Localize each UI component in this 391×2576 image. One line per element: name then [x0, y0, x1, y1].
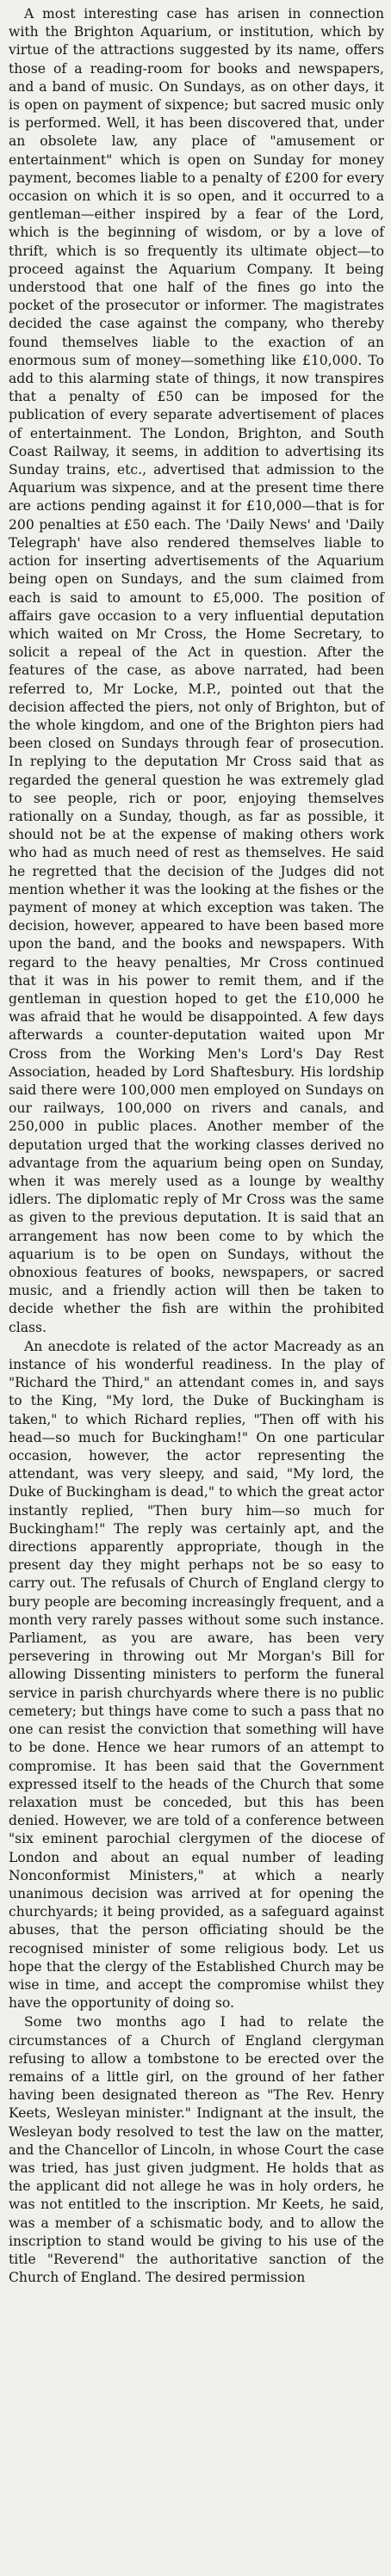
paragraph-brighton-aquarium: A most interesting case has arisen in connection with the Brighton Aquarium, or institution, which by virtue of the attractions suggested by its name, offers those of a reading-room for books and newspapers, and a band of music. On Sundays, as on other days, it is open on payment of sixpence; but sacred music only is performed. Well, it has been discovered that, under an obsolete law, any place of "amusement or entertainment" which is open on Sunday for money payment, becomes liable to a penalty of £200 for every occasion on which it is so open, and it occurred to a gentleman—either inspired by a fear of the Lord, which is the beginning of wisdom, or by a love of thrift, which is so frequently its ultimate object—to proceed against the Aquarium Company. It being understood that one half of the fines go into the pocket of the prosecutor or informer. The magistrates decided the case against the company, who thereby found themselves liable to the exaction of an enormous sum of money—something like £10,000. To add to this alarming state of things, it now transpires that a penalty of £50 can be imposed for the publication of every separate advertisement of places of entertainment. The London, Brighton, and South Coast Railway, it seems, in addition to advertising its Sunday trains, etc., advertised that admission to the Aquarium was sixpence, and at the present time there are actions pending against it for £10,000—that is for 200 penalties at £50 each. The 'Daily News' and 'Daily Telegraph' have also rendered themselves liable to action for inserting advertisements of the Aquarium being open on Sundays, and the sum claimed from each is said to amount to £5,000. The position of affairs gave occasion to a very influential deputation which waited on Mr Cross, the Home Secretary, to solicit a repeal of the Act in question. After the features of the case, as above narrated, had been referred to, Mr Locke, M.P., pointed out that the decision affected the piers, not only of Brighton, but of the whole kingdom, and one of the Brighton piers had been closed on Sundays through fear of prosecution. In replying to the deputation Mr Cross said that as regarded the general question he was extremely glad to see people, rich or poor, enjoying themselves rationally on a Sunday, though, as far as possible, it should not be at the expense of making others work who had as much need of rest as themselves. He said he regretted that the decision of the Judges did not mention whether it was the looking at the fishes or the payment of money at which exception was taken. The decision, however, appeared to have been based more upon the band, and the books and newspapers. With regard to the heavy penalties, Mr Cross continued that it was in his power to remit them, and if the gentleman in question hoped to get the £10,000 he was afraid that he would be disappointed. A few days afterwards a counter-deputation waited upon Mr Cross from the Working Men's Lord's Day Rest Association, headed by Lord Shaftesbury. His lordship said there were 100,000 men employed on Sundays on our railways, 100,000 on rivers and canals, and 250,000 in public places. Another member of the deputation urged that the working classes derived no advantage from the aquarium being open on Sunday, when it was merely used as a lounge by wealthy idlers. The diplomatic reply of Mr Cross was the same as given to the previous deputation. It is said that an arrangement has now been come to by which the aquarium is to be open on Sundays, without the obnoxious features of books, newspapers, or sacred music, and a friendly action will then be taken to decide whether the fish are within the prohibited class.	[9, 6, 384, 1335]
paragraph-wesleyan-tombstone: Some two months ago I had to relate the circumstances of a Church of England clergyman refusing to allow a tombstone to be erected over the remains of a little girl, on the ground of her father having been designated thereon as "The Rev. Henry Keets, Wesleyan minister." Indignant at the insult, the Wesleyan body resolved to test the law on the matter, and the Chancellor of Lincoln, in whose Court the case was tried, has just given judgment. He holds that as the applicant did not allege he was in holy orders, he was not entitled to the inscription. Mr Keets, he said, was a member of a schismatic body, and to allow the inscription to stand would be giving to his use of the title "Reverend" the authoritative sanction of the Church of England. The desired permission	[9, 2014, 384, 2286]
paragraph-macready-anecdote: An anecdote is related of the actor Macready as an instance of his wonderful readiness. In the play of "Richard the Third," an attendant comes in, and says to the King, "My lord, the Duke of Buckingham is taken," to which Richard replies, "Then off with his head—so much for Buckingham!" On one particular occasion, however, the actor representing the attendant, was very sleepy, and said, "My lord, the Duke of Buckingham is dead," to which the great actor instantly replied, "Then bury him—so much for Buckingham!" The reply was certainly apt, and the directions apparently appropriate, though in the present day they might perhaps not be so easy to carry out. The refusals of Church of England clergy to bury people are becoming increasingly frequent, and a month very rarely passes without some such instance. Parliament, as you are aware, has been very persevering in throwing out Mr Morgan's Bill for allowing Dissenting ministers to perform the funeral service in parish churchyards where there is no public cemetery; but things have come to such a pass that no one can resist the conviction that something will have to be done. Hence we hear rumors of an attempt to compromise. It has been said that the Government expressed itself to the heads of the Church that some relaxation must be conceded, but this has been denied. However, we are told of a conference between "six eminent parochial clergymen of the diocese of London and about an equal number of leading Nonconformist Ministers," at which a nearly unanimous decision was arrived at for opening the churchyards; it being provided, as a safeguard against abuses, that the person officiating should be the recognised minister of some religious body. Let us hope that the clergy of the Established Church may be wise in time, and accept the compromise whilst they have the opportunity of doing so.	[9, 1338, 384, 2012]
